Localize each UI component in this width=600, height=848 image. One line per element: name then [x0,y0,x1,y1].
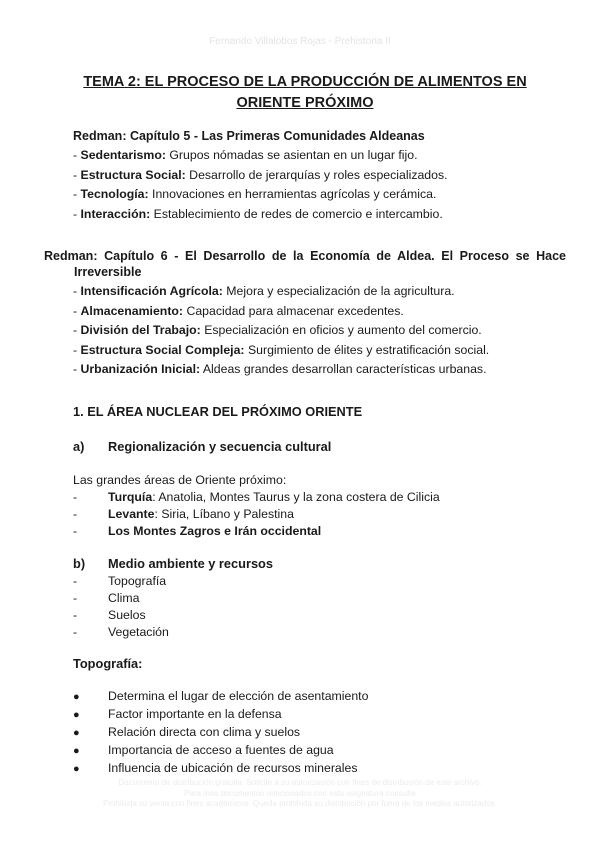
list-item: - Tecnología: Innovaciones en herramientas agrícolas y cerámica. [73,187,437,201]
list-item: ● Relación directa con clima y suelos [73,724,368,742]
bullet-icon: ● [73,709,80,721]
bullet-icon: ● [73,763,80,775]
topography-heading: Topografía: [73,656,143,671]
section-chapter-6 [44,248,566,380]
topography-list [73,688,368,778]
list-item: - División del Trabajo: Especialización en oficios y aumento del comercio. [73,323,482,337]
list-item: ● Factor importante en la defensa [73,706,368,724]
list-item: ● Importancia de acceso a fuentes de agua [73,742,368,760]
list-item: - Los Montes Zagros e Irán occidental [73,524,322,538]
heading-nuclear-area: 1. EL ÁREA NUCLEAR DEL PRÓXIMO ORIENTE [73,404,363,419]
list-item: - Estructura Social: Desarrollo de jerarquías y roles especializados. [73,167,448,182]
list-item: - Interacción: Establecimiento de redes de comercio e intercambio. [73,206,443,221]
page-title [60,72,550,114]
list-item: - Intensificación Agrícola: Mejora y especialización de la agricultura. [73,284,455,298]
section-heading-cont: Irreversible [74,265,142,279]
subheading-a: a) Regionalización y secuencia cultural [73,439,332,454]
list-item: - Suelos [73,608,146,622]
bullet-icon: ● [73,691,80,703]
title-line-1: TEMA 2: EL PROCESO DE LA PRODUCCIÓN DE ALIMENTOS EN [83,74,527,90]
section-chapter-5 [73,128,573,224]
list-item: - Sedentarismo: Grupos nómadas se asientan en un lugar fijo. [73,148,418,162]
title-line-2: ORIENTE PRÓXIMO [236,95,374,111]
list-item: - Almacenamiento: Capacidad para almacenar excedentes. [73,303,404,318]
resources-list [73,573,169,641]
footer-disclaimer: Documento de distribución gratuita. Solicite a su autorización con fines de distribución de este archivo. Para más documentos relacionados con esta asignatura consulte Prohibida su venta con fines académicos. Queda prohibida su distribución por fuera de los medios autorizados. [102,778,497,808]
list-item: - Urbanización Inicial: Aldeas grandes desarrollan características urbanas. [73,362,487,376]
list-item: ● Influencia de ubicación de recursos minerales [73,760,368,778]
section-heading: Redman: Capítulo 6 - El Desarrollo de la Economía de Aldea. El Proceso se Hace [44,249,566,263]
list-item: ● Determina el lugar de elección de asentamiento [73,688,368,706]
bullet-icon: ● [73,745,80,757]
areas-list [73,489,440,540]
list-item: - Topografía [73,574,167,588]
header-watermark: Fernando Villalobos Rojas - Prehistoria II [209,36,391,47]
section-heading: Redman: Capítulo 5 - Las Primeras Comunidades Aldeanas [73,129,425,143]
bullet-icon: ● [73,727,80,739]
list-item: - Clima [73,591,140,605]
intro-text: Las grandes áreas de Oriente próximo: [73,473,287,487]
list-item: - Vegetación [73,625,169,639]
list-item: - Estructura Social Compleja: Surgimiento de élites y estratificación social. [73,342,490,357]
subheading-b: b) Medio ambiente y recursos [73,556,273,571]
list-item: - Levante: Siria, Líbano y Palestina [73,507,294,521]
list-item: - Turquía: Anatolia, Montes Taurus y la zona costera de Cilicia [73,490,440,504]
